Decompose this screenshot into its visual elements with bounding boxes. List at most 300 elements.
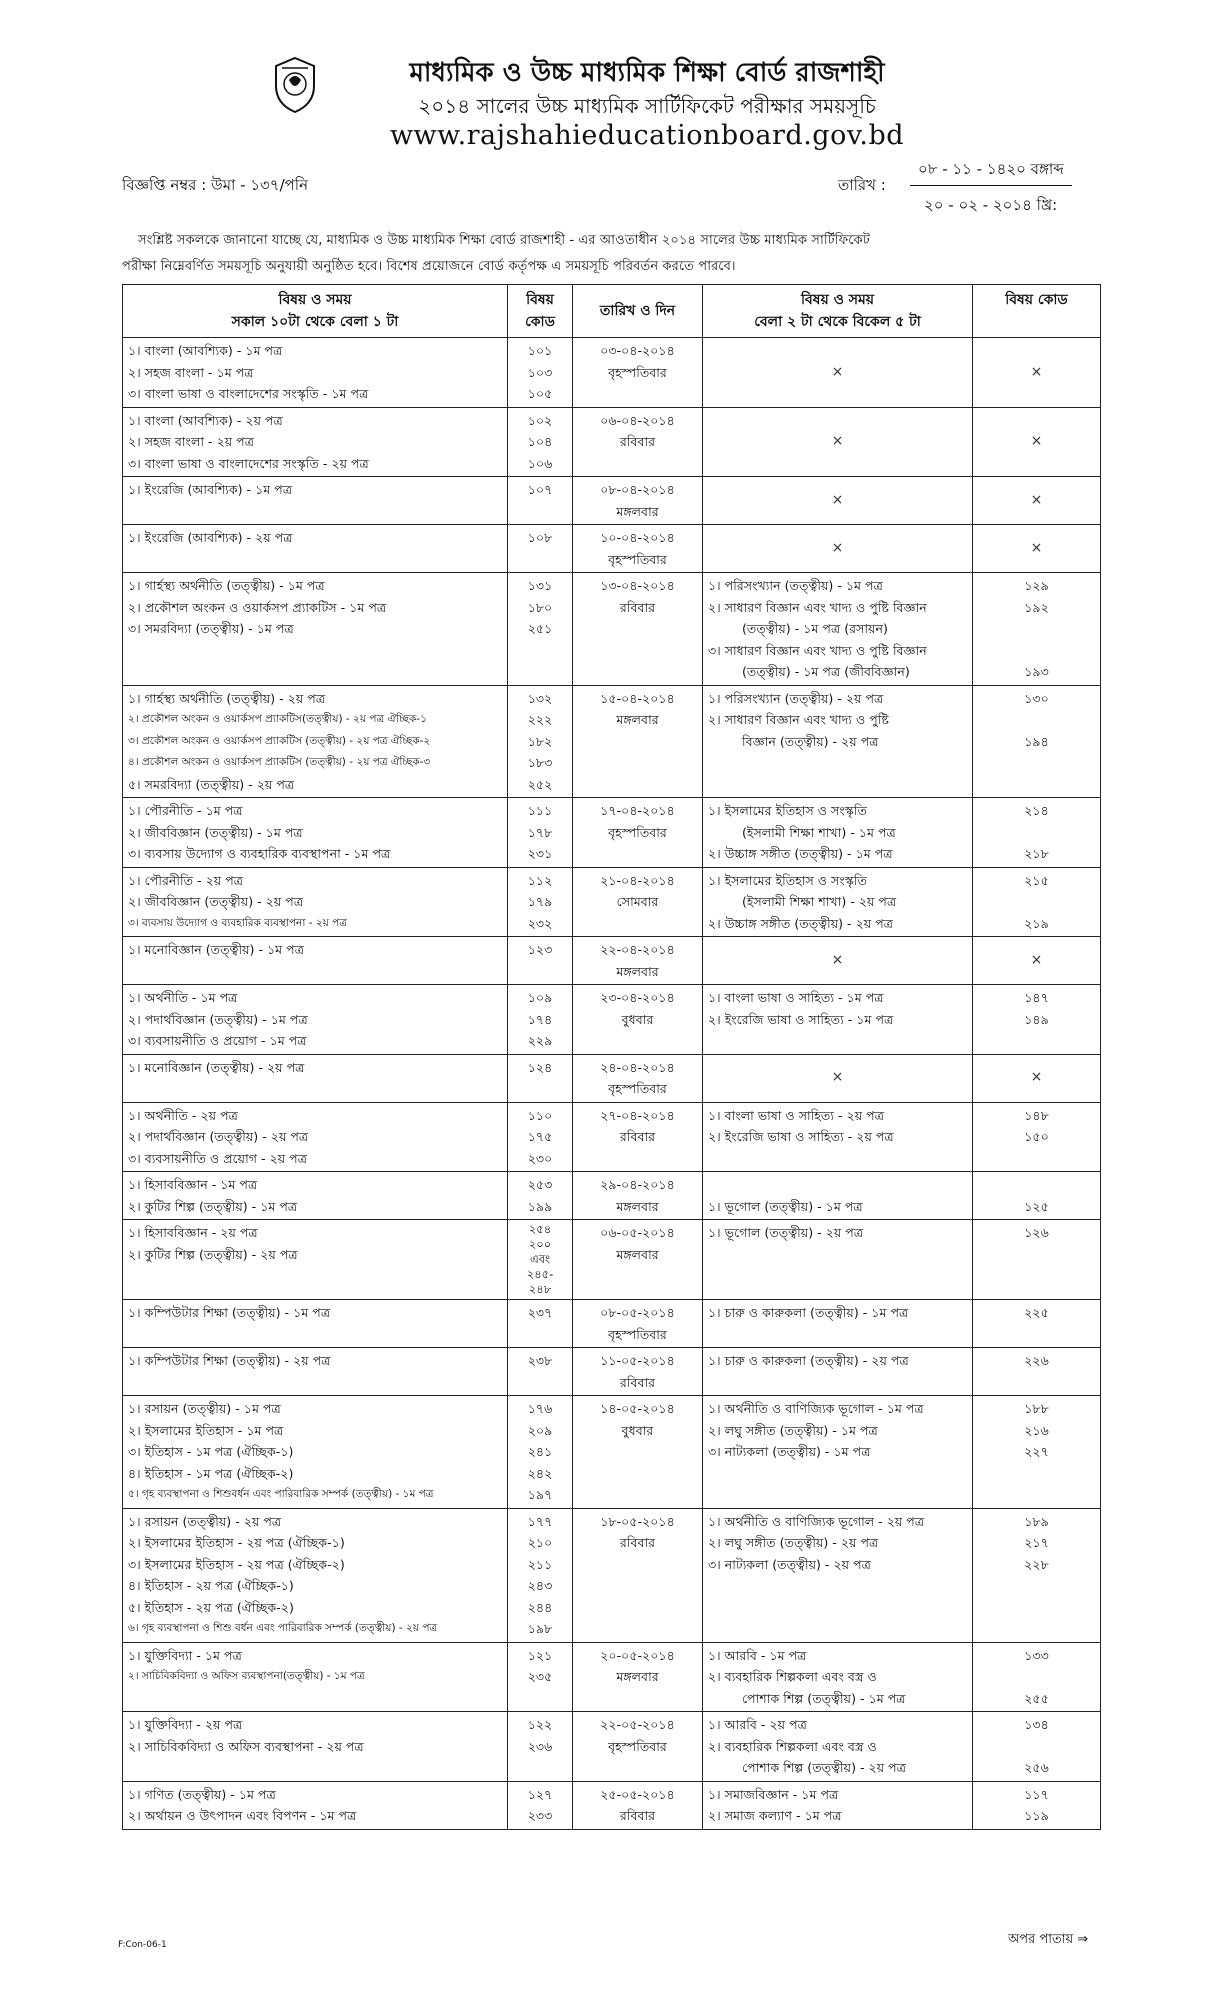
table-row [123, 1642, 1101, 1712]
morning-subject: ১। মনোবিজ্ঞান (তত্ত্বীয়) - ১ম পত্র [128, 942, 304, 957]
morning-subjects-cell [123, 1508, 508, 1642]
subject-code: ২২৯ [527, 1033, 553, 1048]
afternoon-subject: ১। পরিসংখ্যান (তত্ত্বীয়) - ১ম পত্র [708, 578, 883, 593]
subject-code: ২৪১ [527, 1444, 553, 1459]
date-day-cell [573, 1508, 703, 1642]
morning-subject: ৩। ব্যবসায়নীতি ও প্রয়োগ - ২য় পত্র [128, 1150, 307, 1166]
afternoon-subjects-cell [703, 1172, 973, 1220]
header-subject-code [508, 285, 573, 338]
continued-next-page: অপর পাতায় ⇒ [1008, 1932, 1089, 1947]
subject-code: ২০৯ [527, 1422, 553, 1438]
afternoon-subject-code: ১৪৭ [1024, 990, 1049, 1005]
exam-date: ১১-০৫-২০১৪ [600, 1353, 675, 1368]
afternoon-subject: ১। অর্থনীতি ও বাণিজ্যিক ভূগোল - ১ম পত্র [708, 1401, 924, 1416]
afternoon-subject-code: ১৯৩ [1024, 664, 1049, 679]
subject-code: ১১১ [527, 803, 553, 818]
empty-mark: × [1030, 363, 1043, 380]
subject-code: ১৭৪ [527, 1011, 553, 1027]
empty-mark: × [831, 951, 844, 968]
morning-subject: ৩। ব্যবসায় উদ্যোগ ও ব্যবহারিক ব্যবস্থাপনা - ১ম পত্র [128, 846, 391, 861]
subject-code: ১০৯ [527, 990, 553, 1005]
exam-day: বৃহস্পতিবার [608, 364, 667, 380]
morning-subject: ২। ইসলামের ইতিহাস - ২য় পত্র (ঐচ্ছিক-১) [128, 1535, 345, 1550]
date-day-cell [573, 525, 703, 573]
date-day-cell [573, 1172, 703, 1220]
afternoon-codes-cell [973, 1348, 1101, 1396]
afternoon-subject: ১। বাংলা ভাষা ও সাহিত্য - ২য় পত্র [708, 1107, 884, 1123]
subject-code: ১০৬ [527, 455, 553, 471]
afternoon-subject: ২। ব্যবহারিক শিল্পকলা এবং বস্ত্র ও [708, 1738, 877, 1754]
date-day-cell [573, 1642, 703, 1712]
afternoon-subjects-cell [703, 1348, 973, 1396]
morning-subject: ১। কম্পিউটার শিক্ষা (তত্ত্বীয়) - ১ম পত্র [128, 1305, 331, 1320]
afternoon-code-empty-cell [973, 477, 1101, 525]
morning-subjects-cell [123, 867, 508, 937]
afternoon-subject: ২। লঘু সঙ্গীত (তত্ত্বীয়) - ১ম পত্র [708, 1422, 878, 1438]
morning-codes-cell [508, 1220, 573, 1300]
table-row [123, 1348, 1101, 1396]
exam-date: ১৩-০৪-২০১৪ [600, 578, 675, 593]
subject-code: ১০৫ [527, 386, 553, 401]
afternoon-subjects-cell [703, 1712, 973, 1782]
afternoon-code-empty-cell [973, 525, 1101, 573]
subject-code: ১৩২ [527, 690, 553, 706]
exam-day: মঙ্গলবার [616, 503, 659, 519]
morning-subjects-cell [123, 1054, 508, 1102]
morning-codes-cell [508, 1348, 573, 1396]
subject-code: ২৩০ [527, 1150, 553, 1166]
afternoon-codes-cell [973, 798, 1101, 868]
morning-subjects-cell [123, 1300, 508, 1348]
subject-code: ১০৭ [527, 482, 553, 497]
exam-day: মঙ্গলবার [616, 1246, 659, 1262]
morning-subject: ২। সহজ বাংলা - ২য় পত্র [128, 434, 254, 449]
afternoon-subject-code: ২১৮ [1024, 846, 1049, 861]
morning-subject: ১। ইংরেজি (আবশ্যিক) - ২য় পত্র [128, 530, 293, 545]
date-day-cell [573, 1220, 703, 1300]
morning-subject: ৪। ইতিহাস - ২য় পত্র (ঐচ্ছিক-১) [128, 1578, 294, 1593]
exam-date: ০৩-০৪-২০১৪ [600, 343, 675, 358]
afternoon-subject: ৩। নাট্যকলা (তত্ত্বীয়) - ২য় পত্র [708, 1556, 871, 1572]
afternoon-subject: ১। পরিসংখ্যান (তত্ত্বীয়) - ২য় পত্র [708, 690, 884, 706]
exam-date: ১৮-০৫-২০১৪ [600, 1513, 675, 1529]
date-day-cell [573, 985, 703, 1055]
empty-mark: × [1030, 951, 1043, 968]
afternoon-subject: ৩। নাট্যকলা (তত্ত্বীয়) - ১ম পত্র [708, 1444, 871, 1459]
afternoon-empty-cell [703, 525, 973, 573]
afternoon-subject: ১। ইসলামের ইতিহাস ও সংস্কৃতি [708, 872, 867, 888]
table-row [123, 1300, 1101, 1348]
table-header-row [123, 285, 1101, 338]
subject-code: ২৩১ [527, 846, 553, 861]
exam-date: ১৪-০৫-২০১৪ [600, 1401, 675, 1416]
morning-subject: ১। পৌরনীতি - ২য় পত্র [128, 872, 244, 888]
afternoon-subject-code: ২২৫ [1024, 1305, 1049, 1320]
exam-day: মঙ্গলবার [616, 1198, 659, 1214]
afternoon-subject-code: ১৩০ [1024, 690, 1049, 706]
morning-subject: ৬। গৃহ ব্যবস্থাপনা ও শিশু বর্ধন এবং পারিবারিক সম্পর্ক (তত্ত্বীয়) - ২য় পত্র [128, 1622, 438, 1634]
board-name: মাধ্যমিক ও উচ্চ মাধ্যমিক শিক্ষা বোর্ড রাজশাহী [409, 58, 885, 88]
subject-code: ১৯৯ [527, 1198, 553, 1214]
exam-date: ২৩-০৪-২০১৪ [600, 990, 675, 1005]
morning-subject: ১। হিসাববিজ্ঞান - ২য় পত্র [128, 1225, 258, 1240]
exam-date: ২০-০৫-২০১৪ [600, 1647, 675, 1663]
subject-code: ২৩৬ [527, 1738, 553, 1754]
morning-subjects-cell [123, 477, 508, 525]
morning-subject: ৪। প্রকৌশল অংকন ও ওয়ার্কসপ প্র্যাকটিস (তত্ত্বীয়) - ২য় পত্র ঐচ্ছিক-৩ [128, 756, 431, 768]
date-day-cell [573, 1348, 703, 1396]
date-day-cell [573, 1054, 703, 1102]
afternoon-empty-cell [703, 338, 973, 408]
afternoon-subject-code [978, 891, 1095, 913]
afternoon-subject: (তত্ত্বীয়) - ১ম পত্র (রসায়ন) [742, 621, 888, 636]
exam-day: রবিবার [619, 1129, 656, 1144]
afternoon-subjects-cell [703, 867, 973, 937]
morning-codes-cell [508, 1102, 573, 1172]
exam-date: ০৮-০৫-২০১৪ [600, 1305, 675, 1320]
afternoon-subjects-cell [703, 573, 973, 686]
table-row [123, 525, 1101, 573]
morning-subject: ২। প্রকৌশল অংকন ও ওয়ার্কসপ প্র্যাকটিস - ১ম পত্র [128, 599, 387, 615]
exam-date: ১৫-০৪-২০১৪ [600, 690, 675, 706]
subject-code: ১২৭ [527, 1786, 553, 1802]
exam-day: রবিবার [619, 1374, 656, 1390]
table-row [123, 1508, 1101, 1642]
table-row [123, 1781, 1101, 1829]
morning-codes-cell [508, 407, 573, 477]
exam-date: ২৯-০৪-২০১৪ [600, 1177, 675, 1192]
morning-subject: ১। অর্থনীতি - ২য় পত্র [128, 1107, 238, 1123]
afternoon-subject: ১। ইসলামের ইতিহাস ও সংস্কৃতি [708, 803, 867, 818]
afternoon-subject-code: ২১৫ [1024, 872, 1049, 888]
afternoon-subject-code [978, 1666, 1095, 1688]
afternoon-subject: ১। অর্থনীতি ও বাণিজ্যিক ভূগোল - ২য় পত্র [708, 1513, 925, 1529]
exam-date: ০৬-০৫-২০১৪ [600, 1225, 675, 1240]
afternoon-subject-code: ১২৫ [1024, 1198, 1049, 1214]
afternoon-subject-code: ১৪৯ [1024, 1011, 1049, 1027]
afternoon-subject-code: ১৫০ [1024, 1129, 1049, 1144]
notice-line-1: সংশ্লিষ্ট সকলকে জানানো যাচ্ছে যে, মাধ্যমিক ও উচ্চ মাধ্যমিক শিক্ষা বোর্ড রাজশাহী - এর আওতাধীন ২০১৪ সালের উচ্চ মাধ্যমিক সার্টিফিকেট [138, 233, 870, 248]
header-morning-time: সকাল ১০টা থেকে বেলা ১ টা [231, 314, 399, 330]
morning-codes-cell [508, 525, 573, 573]
morning-codes-cell [508, 1642, 573, 1712]
exam-day: বুধবার [621, 1422, 654, 1438]
table-row [123, 1220, 1101, 1300]
morning-codes-cell [508, 867, 573, 937]
afternoon-subject-code: ২১৬ [1024, 1422, 1049, 1438]
morning-subject: ৩। বাংলা ভাষা ও বাংলাদেশের সংস্কৃতি - ১ম পত্র [128, 386, 369, 401]
morning-subject: ২। পদার্থবিজ্ঞান (তত্ত্বীয়) - ১ম পত্র [128, 1011, 308, 1027]
afternoon-subject: ১। চারু ও কারুকলা (তত্ত্বীয়) - ২য় পত্র [708, 1353, 909, 1368]
exam-date: ১৭-০৪-২০১৪ [600, 803, 675, 818]
morning-subject: ১। বাংলা (আবশ্যিক) - ২য় পত্র [128, 412, 283, 428]
table-row [123, 985, 1101, 1055]
afternoon-subject-code: ১৮৮ [1024, 1401, 1049, 1416]
afternoon-empty-cell [703, 937, 973, 985]
subject-code: ২৫১ [527, 621, 553, 636]
exam-schedule-table [122, 284, 1101, 1830]
morning-subject: ২। কুটির শিল্প (তত্ত্বীয়) - ২য় পত্র [128, 1246, 298, 1262]
date-label: তারিখ : [838, 176, 886, 194]
subject-code: ২৩৭ [527, 1305, 553, 1320]
afternoon-subjects-cell [703, 1781, 973, 1829]
morning-codes-cell [508, 477, 573, 525]
subject-code: ১৭৬ [527, 1401, 553, 1416]
afternoon-codes-cell [973, 685, 1101, 798]
morning-subject: ২। জীববিজ্ঞান (তত্ত্বীয়) - ২য় পত্র [128, 894, 304, 909]
exam-day: মঙ্গলবার [616, 712, 659, 727]
morning-subject: ২। সহজ বাংলা - ১ম পত্র [128, 364, 254, 380]
empty-mark: × [831, 363, 844, 380]
afternoon-codes-cell [973, 1220, 1101, 1300]
header-morning-subject [123, 285, 508, 338]
morning-subject: ২। কুটির শিল্প (তত্ত্বীয়) - ১ম পত্র [128, 1198, 298, 1214]
afternoon-subject [708, 1174, 967, 1196]
afternoon-code-empty-cell [973, 407, 1101, 477]
afternoon-subjects-cell [703, 1642, 973, 1712]
table-row [123, 1102, 1101, 1172]
morning-subjects-cell [123, 937, 508, 985]
afternoon-subject-code: ১৯৪ [1024, 733, 1049, 749]
subject-code: ২৪৫- [526, 1267, 554, 1281]
morning-subjects-cell [123, 1781, 508, 1829]
morning-subject: ১। অর্থনীতি - ১ম পত্র [128, 990, 238, 1005]
subject-code: ১২১ [527, 1647, 553, 1663]
table-row [123, 477, 1101, 525]
empty-mark: × [1030, 539, 1043, 556]
exam-day: রবিবার [619, 599, 656, 615]
afternoon-subjects-cell [703, 1508, 973, 1642]
afternoon-subjects-cell [703, 685, 973, 798]
morning-subject: ১। ইংরেজি (আবশ্যিক) - ১ম পত্র [128, 482, 293, 497]
morning-subjects-cell [123, 407, 508, 477]
morning-subject: ৩। ব্যবসায়নীতি ও প্রয়োগ - ১ম পত্র [128, 1033, 307, 1048]
morning-subject: ১। পৌরনীতি - ১ম পত্র [128, 803, 243, 818]
morning-subject: ৫। ইতিহাস - ২য় পত্র (ঐচ্ছিক-২) [128, 1599, 294, 1615]
subject-code: ১৮০ [527, 599, 553, 615]
header-afternoon-time: বেলা ২ টা থেকে বিকেল ৫ টা [754, 314, 921, 330]
morning-subjects-cell [123, 573, 508, 686]
subject-code: ২৩২ [527, 915, 553, 931]
exam-day: বৃহস্পতিবার [608, 1738, 667, 1754]
afternoon-subject-code: ১২৬ [1024, 1225, 1049, 1240]
afternoon-codes-cell [973, 1172, 1101, 1220]
date-day-cell [573, 338, 703, 408]
exam-date: ২৫-০৫-২০১৪ [600, 1786, 675, 1802]
header-afternoon-subject [703, 285, 973, 338]
exam-day: মঙ্গলবার [616, 1669, 659, 1684]
morning-subject: ১। রসায়ন (তত্ত্বীয়) - ১ম পত্র [128, 1401, 281, 1416]
morning-subject: ১। গার্হস্থ্য অর্থনীতি (তত্ত্বীয়) - ১ম পত্র [128, 578, 325, 593]
afternoon-codes-cell [973, 1102, 1101, 1172]
table-row [123, 573, 1101, 686]
afternoon-subject-code: ২২৭ [1024, 1444, 1049, 1459]
table-row [123, 1172, 1101, 1220]
morning-subject: ৫। সমরবিদ্যা (তত্ত্বীয়) - ২য় পত্র [128, 776, 295, 792]
morning-subject: ৪। ইতিহাস - ১ম পত্র (ঐচ্ছিক-২) [128, 1465, 294, 1481]
afternoon-subject-code: ২১৯ [1024, 915, 1049, 931]
morning-subjects-cell [123, 1220, 508, 1300]
header-date: তারিখ ও দিন [573, 285, 703, 338]
exam-day: বৃহস্পতিবার [608, 1326, 667, 1342]
subject-code: ২১০ [527, 1535, 553, 1550]
afternoon-empty-cell [703, 477, 973, 525]
subject-code: ২০০ [528, 1237, 552, 1251]
afternoon-subject: ১। ভূগোল (তত্ত্বীয়) - ২য় পত্র [708, 1225, 864, 1240]
table-row [123, 798, 1101, 868]
morning-codes-cell [508, 1396, 573, 1509]
exam-title: ২০১৪ সালের উচ্চ মাধ্যমিক সার্টিফিকেট পরীক্ষার সময়সূচি [418, 94, 876, 118]
afternoon-subject-code [978, 709, 1095, 731]
afternoon-subjects-cell [703, 985, 973, 1055]
afternoon-codes-cell [973, 1781, 1101, 1829]
morning-codes-cell [508, 1712, 573, 1782]
afternoon-subject: ২। সাধারণ বিজ্ঞান এবং খাদ্য ও পুষ্টি বিজ্ঞান [708, 599, 927, 615]
morning-subject: ১। যুক্তিবিদ্যা - ১ম পত্র [128, 1647, 242, 1663]
morning-subject: ১। রসায়ন (তত্ত্বীয়) - ২য় পত্র [128, 1513, 282, 1529]
afternoon-subjects-cell [703, 1220, 973, 1300]
afternoon-subject: ২। উচ্চাঙ্গ সঙ্গীত (তত্ত্বীয়) - ২য় পত্র [708, 915, 894, 931]
afternoon-code-empty-cell [973, 937, 1101, 985]
empty-mark: × [831, 433, 844, 449]
morning-subject: ৩। প্রকৌশল অংকন ও ওয়ার্কসপ প্র্যাকটিস (তত্ত্বীয়) - ২য় পত্র ঐচ্ছিক-২ [128, 734, 431, 747]
afternoon-subject-code [978, 640, 1095, 662]
morning-subject: ১। বাংলা (আবশ্যিক) - ১ম পত্র [128, 343, 283, 358]
subject-code: ২১১ [527, 1556, 553, 1572]
afternoon-codes-cell [973, 1508, 1101, 1642]
morning-subjects-cell [123, 1396, 508, 1509]
afternoon-subject: ২। সমাজ কল্যাণ - ১ম পত্র [708, 1808, 842, 1823]
afternoon-subject-code [978, 618, 1095, 640]
morning-subject: ১। গার্হস্থ্য অর্থনীতি (তত্ত্বীয়) - ২য় পত্র [128, 690, 326, 706]
morning-subject: ৫। গৃহ ব্যবস্থাপনা ও শিশুবর্ধন এবং পারিবারিক সম্পর্ক (তত্ত্বীয়) - ১ম পত্র [128, 1488, 434, 1500]
afternoon-empty-cell [703, 1054, 973, 1102]
subject-code: ১৭৭ [527, 1513, 553, 1529]
exam-date: ০৬-০৪-২০১৪ [600, 412, 675, 428]
table-row [123, 937, 1101, 985]
date-day-cell [573, 573, 703, 686]
afternoon-subject-code: ১৪৮ [1024, 1107, 1049, 1123]
afternoon-subject-code [978, 1174, 1095, 1196]
morning-subject: ৩। ব্যবসায় উদ্যোগ ও ব্যবহারিক ব্যবস্থাপনা - ২য় পত্র [128, 916, 348, 929]
subject-code: ১০১ [527, 343, 553, 358]
afternoon-codes-cell [973, 867, 1101, 937]
subject-code: ২৫৩ [527, 1177, 553, 1192]
exam-day: মঙ্গলবার [616, 963, 659, 979]
afternoon-subject-code: ১১৭ [1024, 1786, 1049, 1802]
afternoon-subjects-cell [703, 1300, 973, 1348]
afternoon-subject-code: ১৮৯ [1024, 1513, 1049, 1529]
morning-subjects-cell [123, 985, 508, 1055]
subject-code: ১৮২ [527, 733, 553, 749]
afternoon-codes-cell [973, 1300, 1101, 1348]
exam-date: ২৭-০৪-২০১৪ [600, 1107, 675, 1123]
morning-subject: ১। গণিত (তত্ত্বীয়) - ১ম পত্র [128, 1786, 276, 1802]
morning-subject: ৩। সমরবিদ্যা (তত্ত্বীয়) - ১ম পত্র [128, 621, 294, 636]
morning-subjects-cell [123, 798, 508, 868]
afternoon-subject: পোশাক শিল্প (তত্ত্বীয়) - ১ম পত্র [742, 1690, 906, 1706]
exam-day: রবিবার [619, 434, 656, 449]
afternoon-subject: ১। আরবি - ১ম পত্র [708, 1647, 807, 1663]
morning-subject: ১। হিসাববিজ্ঞান - ১ম পত্র [128, 1177, 258, 1192]
date-english: ২০ - ০২ - ২০১৪ খ্রি: [924, 196, 1058, 214]
afternoon-empty-cell [703, 407, 973, 477]
subject-code: ২৫২ [527, 776, 553, 792]
afternoon-subject-code: ১২৯ [1024, 578, 1049, 593]
afternoon-subject: ১। সমাজবিজ্ঞান - ১ম পত্র [708, 1786, 839, 1802]
afternoon-code-empty-cell [973, 1054, 1101, 1102]
subject-code: ১২৪ [527, 1059, 553, 1075]
header-code-line1: বিষয় [526, 292, 554, 308]
subject-code: ১১২ [527, 872, 553, 888]
afternoon-codes-cell [973, 1396, 1101, 1509]
afternoon-subject-code: ১৯২ [1024, 599, 1049, 615]
subject-code: ১২৩ [527, 942, 553, 957]
afternoon-subject: ২। ইংরেজি ভাষা ও সাহিত্য - ১ম পত্র [708, 1011, 894, 1027]
afternoon-subject-code: ২১৭ [1024, 1535, 1049, 1550]
morning-subject: ৩। বাংলা ভাষা ও বাংলাদেশের সংস্কৃতি - ২য় পত্র [128, 455, 369, 471]
morning-codes-cell [508, 1172, 573, 1220]
exam-day: বৃহস্পতিবার [608, 551, 667, 567]
exam-day: রবিবার [619, 1535, 656, 1550]
afternoon-subject: ১। চারু ও কারুকলা (তত্ত্বীয়) - ১ম পত্র [708, 1305, 909, 1320]
afternoon-subject: (তত্ত্বীয়) - ১ম পত্র (জীববিজ্ঞান) [742, 664, 910, 679]
date-day-cell [573, 867, 703, 937]
board-website: www.rajshahieducationboard.gov.bd [389, 120, 905, 151]
afternoon-subject: ১। ভূগোল (তত্ত্বীয়) - ১ম পত্র [708, 1198, 863, 1214]
morning-codes-cell [508, 937, 573, 985]
afternoon-codes-cell [973, 1642, 1101, 1712]
subject-code: ১০২ [527, 412, 553, 428]
morning-subjects-cell [123, 525, 508, 573]
afternoon-subject: ২। ইংরেজি ভাষা ও সাহিত্য - ২য় পত্র [708, 1129, 894, 1144]
date-day-cell [573, 407, 703, 477]
empty-mark: × [831, 539, 844, 556]
morning-subject: ৩। ইতিহাস - ১ম পত্র (ঐচ্ছিক-১) [128, 1444, 294, 1459]
form-code: F:Con-06-1 [118, 1940, 167, 1950]
afternoon-subject: ২। লঘু সঙ্গীত (তত্ত্বীয়) - ২য় পত্র [708, 1535, 879, 1550]
subject-code: ২৫৪ [528, 1222, 552, 1236]
empty-mark: × [1030, 491, 1043, 508]
morning-codes-cell [508, 1781, 573, 1829]
header-morning-subject-label: বিষয় ও সময় [278, 292, 352, 308]
table-row [123, 1396, 1101, 1509]
morning-subject: ২। সাচিবিকবিদ্যা ও অফিস ব্যবস্থাপনা(তত্ত্বীয়) - ১ম পত্র [128, 1670, 365, 1682]
empty-mark: × [1030, 433, 1043, 449]
afternoon-subject-code: ১৩৩ [1024, 1647, 1049, 1663]
date-day-cell [573, 937, 703, 985]
header-afternoon-subject-label: বিষয় ও সময় [800, 292, 875, 308]
subject-code: ১২২ [527, 1717, 553, 1732]
date-day-cell [573, 1781, 703, 1829]
date-day-cell [573, 685, 703, 798]
morning-subject: ১। কম্পিউটার শিক্ষা (তত্ত্বীয়) - ২য় পত্র [128, 1353, 331, 1368]
subject-code: ১৯৮ [527, 1621, 553, 1636]
table-row [123, 407, 1101, 477]
afternoon-subject-code: ২৫৫ [1024, 1690, 1049, 1706]
subject-code: ১৮৩ [527, 755, 553, 770]
table-row [123, 867, 1101, 937]
table-row [123, 338, 1101, 408]
afternoon-codes-cell [973, 573, 1101, 686]
subject-code: ১১০ [527, 1107, 553, 1123]
afternoon-subject: ১। আরবি - ২য় পত্র [708, 1717, 807, 1732]
subject-code: ২৪২ [527, 1465, 553, 1481]
morning-codes-cell [508, 338, 573, 408]
subject-code: ১০৮ [527, 530, 553, 545]
afternoon-subject: ১। বাংলা ভাষা ও সাহিত্য - ১ম পত্র [708, 990, 884, 1005]
table-row [123, 1054, 1101, 1102]
